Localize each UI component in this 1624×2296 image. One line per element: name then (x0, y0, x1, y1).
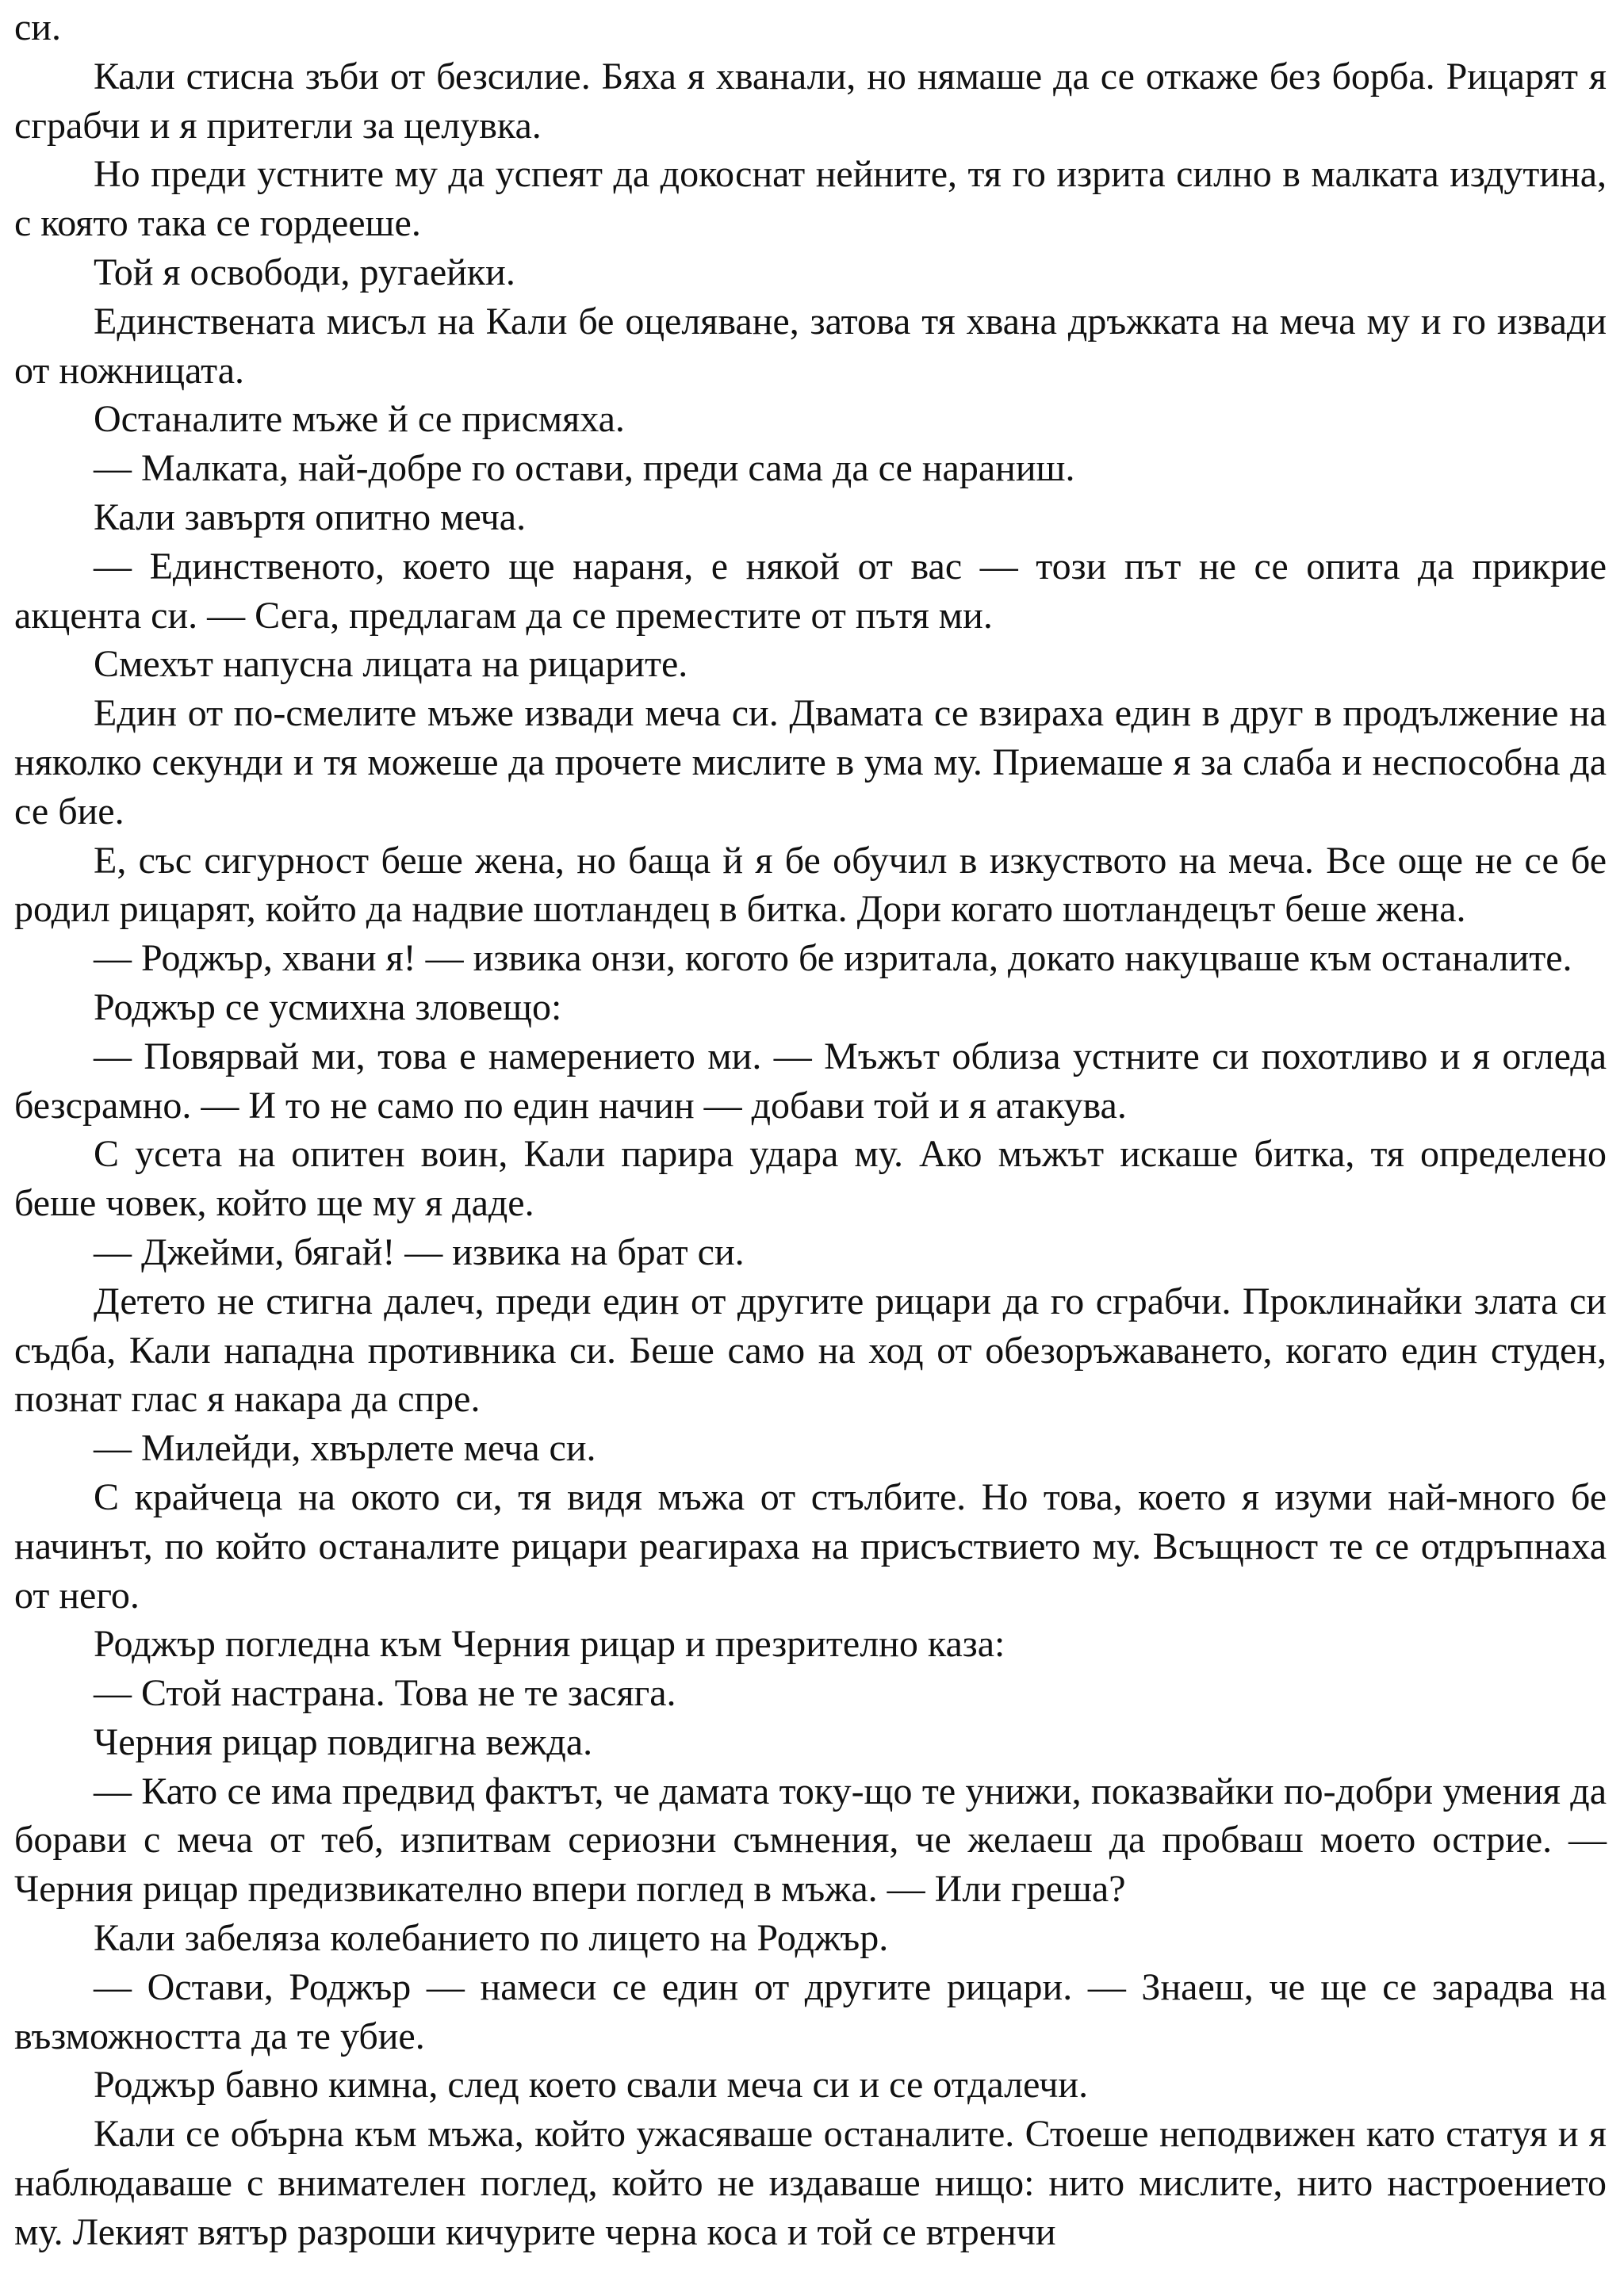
paragraph: С усета на опитен воин, Кали парира удара му. Ако мъжът искаше битка, тя определено беше човек, който ще му я даде. (14, 1133, 1607, 1225)
paragraph: Роджър погледна към Черния рицар и презрително каза: (94, 1623, 1005, 1666)
paragraph-continued: си. (14, 6, 61, 48)
paragraph: Черния рицар повдигна вежда. (94, 1720, 593, 1763)
paragraph: Останалите мъже й се присмяха. (94, 398, 625, 441)
paragraph: Един от по-смелите мъже извади меча си. Двамата се взираха един в друг в продължение на няколко секунди и тя можеше да прочете мислите в ума му. Приемаше я за слаба и неспособна да се бие. (14, 692, 1607, 832)
body-text (14, 3, 1607, 2257)
paragraph: — Остави, Роджър — намеси се един от другите рицари. — Знаеш, че ще се зарадва на възможността да те убие. (14, 1965, 1607, 2057)
paragraph: Кали стисна зъби от безсилие. Бяха я хванали, но нямаше да се откаже без борба. Рицарят я сграбчи и я притегли за целувка. (14, 55, 1607, 147)
paragraph: Смехът напусна лицата на рицарите. (94, 643, 688, 686)
paragraph: — Повярвай ми, това е намерението ми. — Мъжът облиза устните си похотливо и я огледа безсрамно. — И то не само по един начин — добави той и я атакува. (14, 1035, 1607, 1127)
paragraph: — Като се има предвид фактът, че дамата току-що те унижи, показвайки по-добри умения да борави с меча от теб, изпитвам сериозни съмнения, че желаеш да пробваш моето острие. — Черния рицар предизвикателно впери поглед в мъжа. — Или греша? (14, 1770, 1607, 1911)
paragraph: — Единственото, което ще нараня, е някой от вас — този път не се опита да прикрие акцента си. — Сега, предлагам да се преместите от пътя ми. (14, 545, 1607, 637)
paragraph: Единствената мисъл на Кали бе оцеляване, затова тя хвана дръжката на меча му и го извади от ножницата. (14, 300, 1607, 392)
paragraph: Кали забеляза колебанието по лицето на Роджър. (94, 1917, 889, 1960)
paragraph: Детето не стигна далеч, преди един от другите рицари да го сграбчи. Проклинайки злата си съдба, Кали нападна противника си. Беше само на ход от обезоръжаването, когато един студен, познат глас я накара да спре. (14, 1280, 1607, 1421)
paragraph: Кали се обърна към мъжа, който ужасяваше останалите. Стоеше неподвижен като статуя и я наблюдаваше с внимателен поглед, който не издаваше нищо: нито мислите, нито настроението му. Лекият вятър разроши кичурите черна коса и той се втренчи (14, 2113, 1607, 2253)
paragraph: Роджър се усмихна зловещо: (94, 985, 562, 1028)
paragraph: Кали завъртя опитно меча. (94, 496, 527, 538)
paragraph: — Малката, най-добре го остави, преди сама да се нараниш. (94, 447, 1075, 490)
paragraph: — Стой настрана. Това не те засяга. (94, 1672, 676, 1715)
paragraph: — Джейми, бягай! — извика на брат си. (94, 1230, 745, 1273)
paragraph: — Роджър, хвани я! — извика онзи, когото бе изритала, докато накуцваше към останалите. (94, 937, 1572, 980)
paragraph: Роджър бавно кимна, след което свали меча си и се отдалечи. (94, 2064, 1089, 2107)
paragraph: — Милейди, хвърлете меча си. (94, 1427, 596, 1470)
paragraph: С крайчеца на окото си, тя видя мъжа от стълбите. Но това, което я изуми най-много бе начинът, по който останалите рицари реагираха на присъствието му. Всъщност те се отдръпнаха от него. (14, 1475, 1607, 1617)
paragraph: Но преди устните му да успеят да докоснат нейните, тя го изрита силно в малката издутина, с която така се гордееше. (14, 153, 1607, 245)
paragraph: Той я освободи, ругаейки. (94, 251, 515, 293)
paragraph: Е, със сигурност беше жена, но баща й я бе обучил в изкуството на меча. Все още не се бе родил рицарят, който да надвие шотландец в битка. Дори когато шотландецът беше жена. (14, 839, 1607, 931)
